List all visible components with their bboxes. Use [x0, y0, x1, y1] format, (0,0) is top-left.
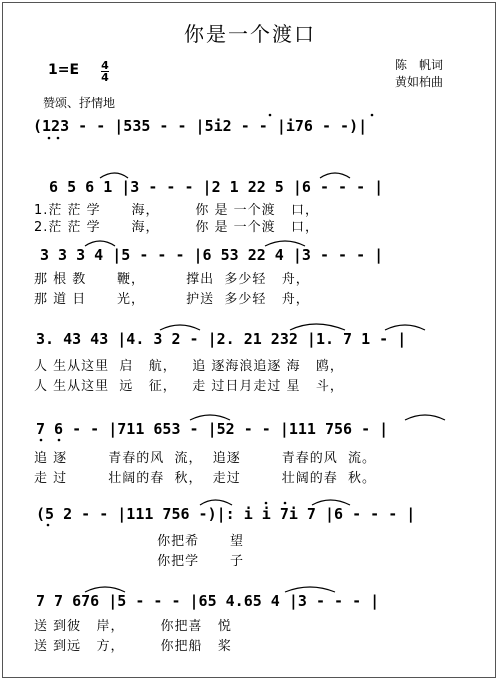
octave-dot: [48, 137, 51, 140]
slur-mark: [312, 500, 350, 505]
notation-row-3: 3 3 3 4 |5 - - - |6 53 22 4 |3 - - - |: [40, 246, 384, 264]
slur-mark: [405, 415, 445, 420]
slur-mark: [285, 587, 335, 592]
slur-mark: [85, 241, 115, 246]
time-signature-top: 4: [101, 59, 109, 72]
octave-dot: [371, 114, 374, 117]
time-signature-bottom: 4: [101, 71, 109, 84]
octave-dot: [269, 114, 272, 117]
notation-row-1: (123 - - |535 - - |5i2 - - |i76 - -)|: [33, 117, 368, 135]
slur-mark: [190, 415, 230, 420]
slur-mark: [290, 324, 345, 330]
lyric-row-3-verse-1: 那 根 教 鞭， 撑出 多少轻 舟，: [34, 272, 310, 287]
slur-mark: [265, 241, 305, 246]
notation-row-6: (5 2 - - |111 756 -)|: i i 7i 7 |6 - - - |: [36, 505, 416, 523]
octave-dot: [265, 502, 268, 505]
lyric-row-6-verse-1: 你把希 望: [34, 534, 244, 549]
slur-mark: [200, 500, 232, 505]
notation-row-5: 7 6 - - |711 653 - |52 - - |111 756 - |: [36, 420, 389, 438]
slur-mark: [160, 325, 200, 330]
octave-dot: [57, 137, 60, 140]
lyric-row-2-verse-2: 2.茫 茫 学 海， 你 是 一个渡 口，: [34, 220, 320, 235]
lyric-row-3-verse-2: 那 道 日 光， 护送 多少轻 舟，: [34, 292, 310, 307]
notation-row-7: 7 7 676 |5 - - - |65 4.65 4 |3 - - - |: [36, 592, 380, 610]
lyric-row-7-verse-2: 送 到远 方， 你把船 桨: [34, 639, 232, 654]
lyric-row-5-verse-2: 走 过 壮阔的春 秋， 走过 壮阔的春 秋。: [34, 471, 377, 486]
composer-credit: 黄如柏曲: [395, 75, 444, 89]
song-title: 你是一个渡口: [184, 22, 316, 46]
lyricist-credit: 陈 帆词: [395, 58, 444, 72]
slur-mark: [85, 587, 125, 592]
lyric-row-6-verse-2: 你把学 子: [34, 554, 244, 569]
lyric-row-5-verse-1: 追 逐 青春的风 流， 追逐 青春的风 流。: [34, 451, 377, 466]
slur-mark: [320, 173, 350, 178]
lyric-row-7-verse-1: 送 到彼 岸， 你把喜 悦: [34, 619, 232, 634]
lyric-row-4-verse-2: 人 生从这里 远 征， 走 过日月走过 星 斗，: [34, 379, 344, 394]
octave-dot: [284, 502, 287, 505]
notation-row-2: 6 5 6 1 |3 - - - |2 1 22 5 |6 - - - |: [40, 178, 384, 196]
tempo-marking: 赞颂、抒情地: [43, 96, 116, 110]
notation-row-4: 3. 43 43 |4. 3 2 - |2. 21 232 |1. 7 1 - |: [36, 330, 407, 348]
octave-dot: [47, 524, 50, 527]
key-signature: 1=E: [48, 62, 80, 78]
lyric-row-4-verse-1: 人 生从这里 启 航， 追 逐海浪追逐 海 鸥，: [34, 359, 344, 374]
octave-dot: [58, 439, 61, 442]
slur-mark: [100, 173, 128, 178]
lyric-row-2-verse-1: 1.茫 茫 学 海， 你 是 一个渡 口，: [34, 203, 320, 218]
slur-mark: [385, 325, 425, 330]
octave-dot: [40, 439, 43, 442]
